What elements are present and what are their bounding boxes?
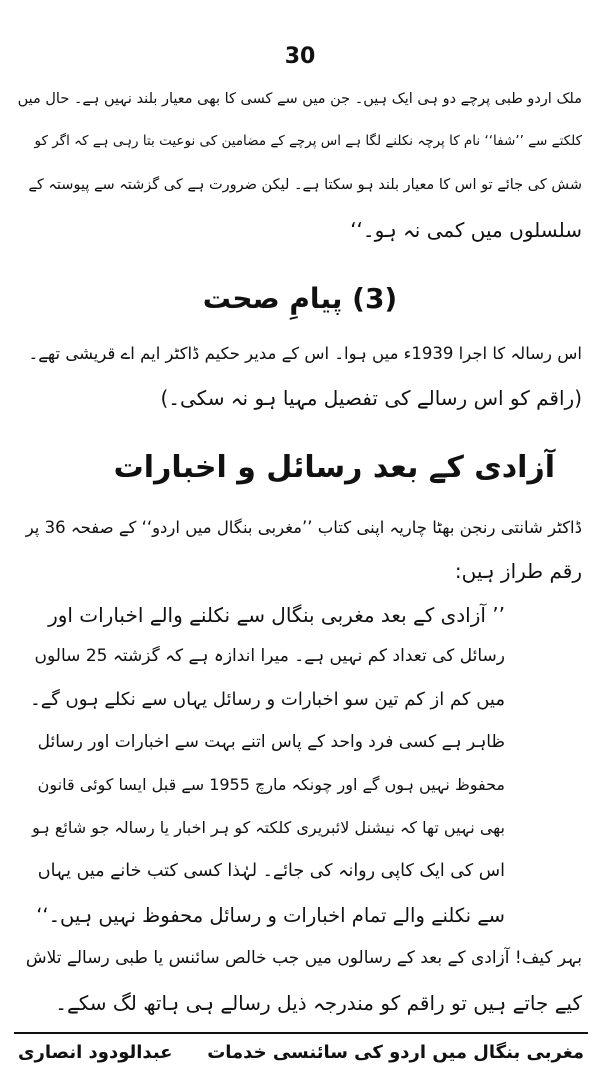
quote-line-8: سے نکلنے والے تمام اخبارات و رسائل محفوظ نہیں ہیں۔‘‘ xyxy=(36,904,505,927)
quote-line-6: بھی نہیں تھا کہ نیشنل لائبریری کلکتہ کو ہر اخبار یا رسالہ جو شائع ہو xyxy=(32,818,505,837)
intro-line-1: ملک اردو طبی پرچے دو ہی ایک ہیں۔ جن میں سے کسی کا بھی معیار بلند نہیں ہے۔ حال میں xyxy=(17,91,582,107)
page-number: 30 xyxy=(284,44,316,69)
quote-line-2: رسائل کی تعداد کم نہیں ہے۔ میرا اندازہ ہے کہ گزشتہ 25 سالوں xyxy=(34,646,505,666)
section-line-2: (راقم کو اس رسالے کی تفصیل مہیا ہو نہ سکی۔) xyxy=(160,386,582,410)
section-line-1: اس رسالہ کا اجرا 1939ء میں ہوا۔ اس کے مدیر حکیم ڈاکٹر ایم اے قریشی تھے۔ xyxy=(28,344,582,363)
closing-line-1: بہر کیف! آزادی کے بعد کے رسالوں میں جب خالص سائنس یا طبی رسالے تلاش xyxy=(25,948,582,968)
footer-book-title: مغربی بنگال میں اردو کی سائنسی خدمات xyxy=(207,1042,584,1063)
quote-line-1: ’’ آزادی کے بعد مغربی بنگال سے نکلنے والے اخبارات اور xyxy=(48,603,505,627)
citation-line-2: رقم طراز ہیں: xyxy=(454,559,582,583)
intro-line-4: سلسلوں میں کمی نہ ہو۔‘‘ xyxy=(350,218,582,242)
quote-line-5: محفوظ نہیں ہوں گے اور چونکہ مارچ 1955 سے قبل ایسا کوئی قانون xyxy=(37,775,505,794)
section-heading: (3) پیامِ صحت xyxy=(202,282,398,315)
quote-line-7: اس کی ایک کاپی روانہ کی جائے۔ لہٰذا کسی کتب خانے میں یہاں xyxy=(37,861,505,881)
footer-divider xyxy=(14,1032,588,1034)
intro-line-2: کلکتے سے ’’شفا‘‘ نام کا پرچہ نکلنے لگا ہے اس پرچے کے مضامین کی نوعیت بتا رہی ہے کہ اگر کو xyxy=(34,133,582,149)
quote-line-4: ظاہر ہے کسی فرد واحد کے پاس اتنے بہت سے اخبارات اور رسائل xyxy=(37,732,505,752)
closing-line-2: کیے جاتے ہیں تو راقم کو مندرجہ ذیل رسالے ہی ہاتھ لگ سکے۔ xyxy=(55,991,582,1015)
subheading: آزادی کے بعد رسائل و اخبارات xyxy=(113,450,555,485)
intro-line-3: شش کی جائے تو اس کا معیار بلند ہو سکتا ہے۔ لیکن ضرورت ہے کی گزشتہ سے پیوستہ کے xyxy=(28,177,582,193)
citation-line-1: ڈاکٹر شانتی رنجن بھٹا چاریہ اپنی کتاب ’’مغربی بنگال میں اردو‘‘ کے صفحہ 36 پر xyxy=(25,518,582,537)
quote-line-3: میں کم از کم تین سو اخبارات و رسائل یہاں سے نکلے ہوں گے۔ xyxy=(30,689,505,710)
footer-author: عبدالودود انصاری xyxy=(18,1042,173,1063)
